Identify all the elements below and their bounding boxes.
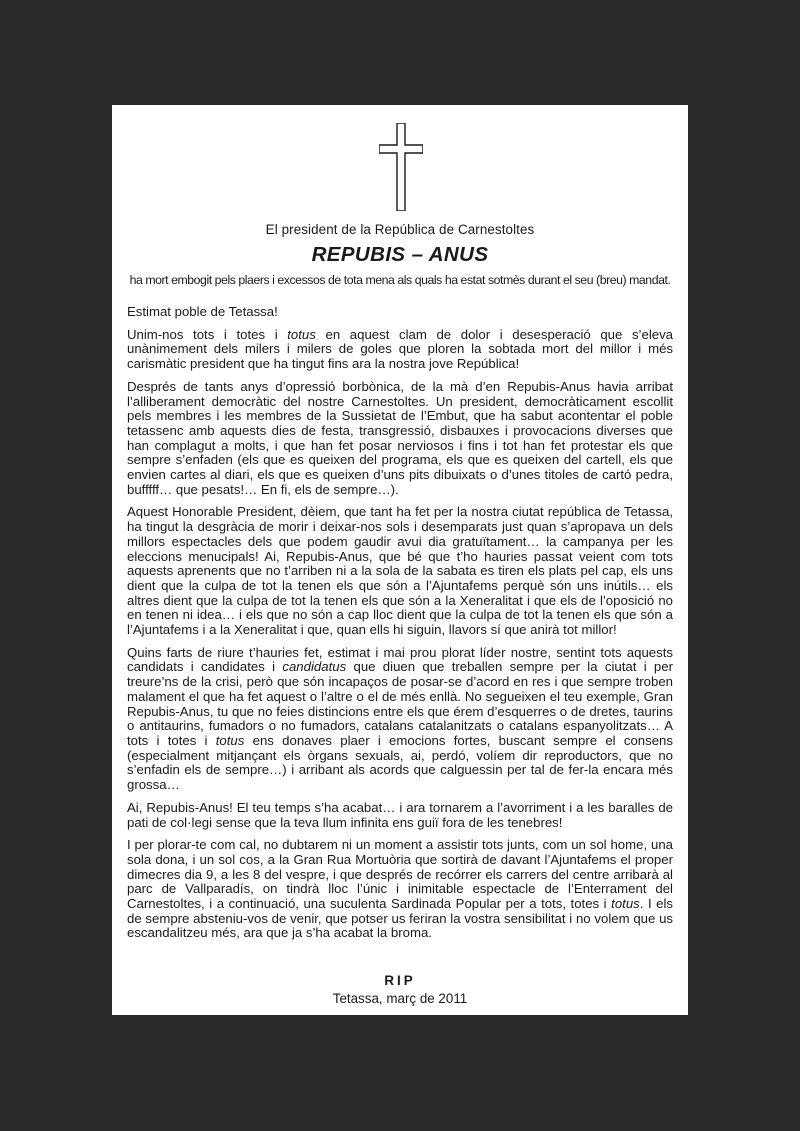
- intro-line: El president de la República de Carnestoltes: [265, 222, 535, 237]
- date-line: Tetassa, març de 2011: [332, 991, 468, 1006]
- paragraph-2: Després de tants anys d’opressió borbònica, de la mà d’en Repubis-Anus havia arribat l’alliberament democràtic del nostre Carnestoltes. Un president, democràticament escollit pels membres i les membres de la Sussietat de l’Embut, que ha sabut acontentar el poble tetassenc amb aquests dies de festa, transgressió, disbauxes i provocacions diverses que han complagut a molts, i que han fet posar nerviosos i fins i tot han fet protestar els que sempre s’enfaden (els que es queixen del programa, els que es queixen del cartell, els que envien cartes al diari, els que es queixen d’uns pits dibuixats o d’unes titoles de cartó pedra, bufffff… que pesats!… En fi, els de sempre…).: [127, 378, 673, 497]
- paragraph-1-text-b: en aquest clam de dolor i desesperació que s’eleva unànimement dels milers i milers de goles que ploren la sobtada mort del millor i més carismàtic president que ha tingut fins ara la nostra jove República!: [127, 326, 674, 372]
- paragraph-4-text-a: Quins farts de riure t’hauries fet, estimat i mai prou plorat líder nostre, sentint tots aquests candidats i candidates i: [127, 644, 673, 675]
- paragraph-6-text-a: I per plorar-te com cal, no dubtarem ni un moment a assistir tots junts, com un sol home, una sola dona, i un sol cos, a la Gran Rua Mortuòria que sortirà de davant l’Ajuntafems el proper dimecres dia 9, a les 8 del vespre, i que després de recórrer els carrers del centre arribarà al parc de Vallparadís, on tindrà lloc l’únic i inimitable espectacle de l’Enterrament del Carnestoltes, i a continuació, una suculenta Sardinada Popular per a tots, totes i: [127, 837, 673, 912]
- paragraph-1-text-a: Unim-nos tots i totes i: [127, 326, 288, 342]
- paragraph-6: [127, 838, 673, 941]
- paragraph-5: Ai, Repubis-Anus! El teu temps s’ha acabat… i ara tornarem a l’avorriment i a les baralles de pati de col·legi sense que la teva llum infinita ens guiï fora de les tenebres!: [127, 799, 673, 830]
- subtitle-line: ha mort embogit pels plaers i excessos de tota mena als quals ha estat sotmès durant el seu (breu) mandat.: [129, 273, 671, 287]
- paragraph-3: Aquest Honorable President, dèiem, que tant ha fet per la nostra ciutat república de Tetassa, ha tingut la desgràcia de morir i deixar-nos sols i desemparats just quan s’apropava un dels millors espectacles dels que podem gaudir avui dia gratuïtament… la campanya per les eleccions menucipals! Ai, Repubis-Anus, que bé que t’ho hauries passat veient com tots aquests aprenents que no t’arriben ni a la sola de la sabata es tiren els plats pel cap, els uns dient que la culpa de tot la tenen els que són a l’Ajuntafems perquè són uns inútils… els altres dient que la culpa de tot la tenen els que són a la Xeneralitat i que els de l’oposició no en tenen ni idea… i els que no són a cap lloc dient que la culpa de tot la tenen els que són a l’Ajuntafems i a la Xeneralitat i que, quan ells hi siguin, llavors sí que anirà tot millor!: [127, 504, 673, 638]
- paragraph-6-emphasis: totus: [611, 896, 640, 912]
- paragraph-6-text-b: . I els de sempre absteniu-vos de venir, que potser us feriran la vostra sensibilitat i no volem que us escandalitzeu més, ara que ja s’ha acabat la broma.: [127, 896, 674, 941]
- cross-icon: [379, 123, 423, 211]
- paragraph-4-text-b: que diuen que treballen sempre per la ciutat i per treure’ns de la crisi, però que són incapaços de posar-se d’acord en res i que sempre troben malament el que ha fet aquest o l’altre o el de més enllà. No segueixen el teu exemple, Gran Repubis-Anus, tu que no feies distincions entre els que érem d’esquerres o de dretes, taurins o antitaurins, fumadors o no fumadors, catalans catalanitzats o catalans espanyolitzats… A tots i totes i: [127, 659, 673, 748]
- death-notice-paper: [112, 105, 688, 1015]
- paragraph-1: [127, 328, 673, 372]
- paragraph-1-emphasis: totus: [287, 326, 316, 342]
- rip-label: RIP: [384, 973, 416, 988]
- paragraph-4-emphasis-1: candidatus: [282, 659, 347, 675]
- deceased-name: REPUBIS – ANUS: [311, 243, 489, 266]
- paragraph-4-text-c: ens donaves plaer i emocions fortes, buscant sempre el consens (especialment mitjançant els òrgans sexuals, ai, perdó, volíem dir reproductors, que no s’enfadin els de sempre…) i arribant als acords que calguessin per tal de fer-la encara més grossa…: [127, 732, 673, 793]
- paragraph-4: [127, 646, 673, 793]
- notice-body: [127, 305, 673, 949]
- greeting: Estimat poble de Tetassa!: [127, 304, 278, 319]
- paragraph-4-emphasis-2: totus: [215, 732, 245, 748]
